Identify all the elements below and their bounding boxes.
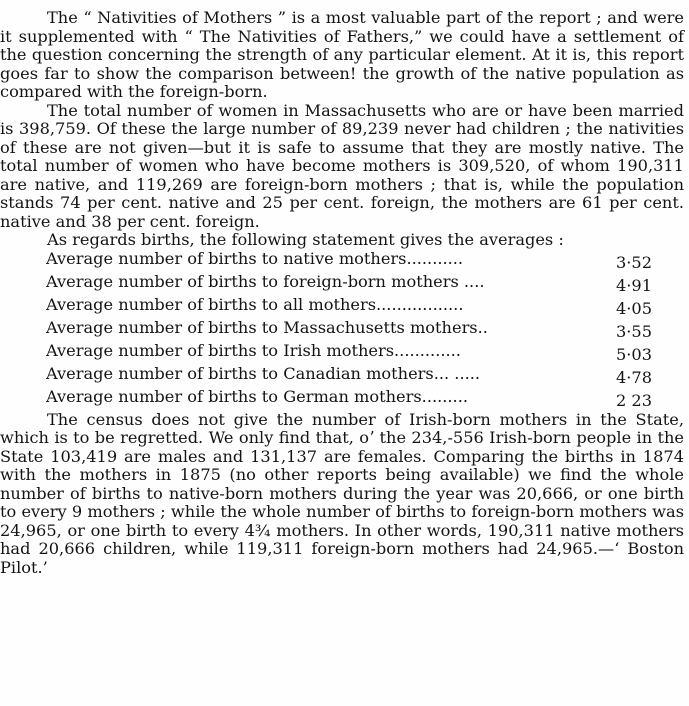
average-value: 4·78 [615, 368, 652, 387]
average-value: 5·03 [615, 345, 652, 364]
article-body [0, 9, 684, 577]
average-row-native [46, 250, 652, 273]
average-row-german [46, 388, 652, 411]
average-label: Average number of births to Massachusetts mothers.. [46, 318, 488, 337]
average-value: 3·55 [615, 322, 652, 341]
average-label: Average number of births to German mothers......... [46, 387, 468, 406]
average-value: 3·52 [615, 253, 652, 272]
average-row-irish [46, 342, 652, 365]
paragraph-irish-born: The census does not give the number of Irish-born mothers in the State, which is to be regretted. We only find that, oʼ the 234,-556 Irish-born people in the State 103,419 are males and 131,137 are females. Comparing the births in 1874 with the mothers in 1875 (no other reports being available) we find the whole number of births to native-born mothers during the year was 20,666, or one birth to every 9 mothers ; while the whole number of births to foreign-born mothers was 24,965, or one birth to every 4¾ mothers. In other words, 190,311 native mothers had 20,666 children, while 119,311 foreign-born mothers had 24,965.—‘ Boston Pilot.’ [0, 409, 684, 577]
average-value: 2 23 [615, 391, 652, 410]
average-row-foreign-born [46, 273, 652, 296]
average-row-massachusetts [46, 319, 652, 342]
average-label: Average number of births to Canadian mothers... ..... [46, 364, 481, 383]
paragraph-nativities: The “ Nativities of Mothers ” is a most valuable part of the report ; and were it supplemented with “ The Nativities of Fathers,” we could have a settlement of the question concerning the strength of any particular element. At it is, this report goes far to show the comparison between! the growth of the native population as compared with the foreign-born. [0, 8, 684, 101]
average-label: Average number of births to foreign-born mothers .... [46, 272, 485, 291]
average-row-canadian [46, 365, 652, 388]
average-label: Average number of births to native mothers........... [46, 249, 464, 268]
average-value: 4·91 [615, 276, 652, 295]
average-label: Average number of births to Irish mothers............. [46, 341, 461, 360]
average-value: 4·05 [615, 299, 652, 318]
average-label: Average number of births to all mothers................. [46, 295, 464, 314]
births-averages-list [0, 250, 684, 411]
average-row-all [46, 296, 652, 319]
paragraph-births-intro: As regards births, the following statement gives the averages : [47, 230, 564, 249]
paragraph-women-totals: The total number of women in Massachusetts who are or have been married is 398,759. Of these the large number of 89,239 never had children ; the nativities of these are not given—but it is safe to assume that they are mostly native. The total number of women who have become mothers is 309,520, of whom 190,311 are native, and 119,269 are foreign-born mothers ; that is, while the population stands 74 per cent. native and 25 per cent. foreign, the mothers are 61 per cent. native and 38 per cent. foreign. [0, 100, 684, 231]
